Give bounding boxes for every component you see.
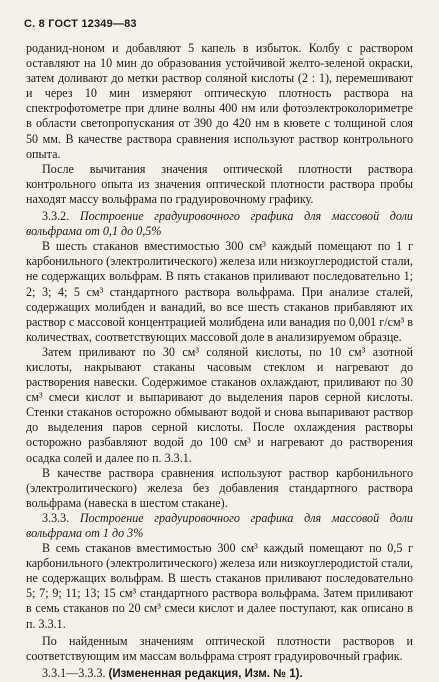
paragraph-3: В шесть стаканов вместимостью 300 см³ каждый помещают по 1 г карбонильного (электролитического) железа или низкоуглеродистой стали, не содержащих вольфрам. В пять стаканов приливают последовательно 1; 2; 3; 4; 5 см³ стандартного раствора вольфрама. При анализе сталей, содержащих молибден и ванадий, во все шесть стаканов прибавляют их раствор с массовой концентрацией молибдена или ванадия по 0,001 г/см³ в количествах, соответствующих массовой доле в анализируемом образце. [26,239,413,344]
amendment-text: (Измененная редакция, Изм. № 1). [108,667,303,680]
paragraph-5: В качестве раствора сравнения используют раствор карбонильного (электролитического) железа без добавления стандартного раствора вольфрама (навеска в шестом стакане). [26,465,413,510]
section-number: 3.3.2. [42,209,70,224]
paragraph-7: По найденным значениям оптической плотности растворов и соответствующим им массам вольфрама строят градуировочный график. [26,633,413,663]
paragraph-2: После вычитания значения оптической плотности раствора контрольного опыта из значения оптической плотности раствора пробы находят массу вольфрама по градуировочному графику. [26,161,413,206]
section-title: Построение градуировочного графика для массовой доли вольфрама от 0,1 до 0,5% [26,209,413,239]
amendment-ref: 3.3.1—3.3.3. [42,665,106,680]
amendment-note [26,666,413,682]
section-title: Построение градуировочного графика для массовой доли вольфрама от 1 до 3% [26,510,413,540]
paragraph-6: В семь стаканов вместимостью 300 см³ каждый помещают по 0,5 г карбонильного (электролитического) железа или низкоуглеродистой стали, не содержащих вольфрам. В шесть стаканов приливают последовательно 5; 7; 9; 11; 13; 15 см³ стандартного раствора вольфрама. Затем приливают в семь стаканов по 20 см³ смеси кислот и далее поступают, как описано в п. 3.3.1. [26,541,413,631]
section-number: 3.3.3. [42,510,70,525]
page-header: С. 8 ГОСТ 12349—83 [24,18,137,30]
paragraph-1: роданид-ноном и добавляют 5 капель в избыток. Колбу с раствором оставляют на 10 мин до образования устойчивой желто-зеленой окраски, затем доливают до метки раствор соляной кислоты (2 : 1), перемешивают и через 10 мин измеряют оптическую плотность раствора на спектрофотометре при длине волны 400 нм или фотоэлектроколориметре в области светопропускания от 390 до 420 нм в кювете с толщиной слоя 50 мм. В качестве раствора сравнения используют раствор контрольного опыта. [26,41,413,161]
section-3-3-3-heading [26,511,413,541]
section-3-3-2-heading [26,209,413,239]
paragraph-4: Затем приливают по 30 см³ соляной кислоты, по 10 см³ азотной кислоты, накрывают стаканы часовым стеклом и нагревают до растворения навески. Содержимое стаканов охлаждают, приливают по 30 см³ смеси кислот и выпаривают до выделения паров серной кислоты. Стенки стаканов осторожно обмывают водой и снова выпаривают раствор до выделения паров серной кислоты. После охлаждения растворы осторожно разбавляют водой до 100 см³ и нагревают до растворения осадка солей и далее по п. 3.3.1. [26,344,413,465]
